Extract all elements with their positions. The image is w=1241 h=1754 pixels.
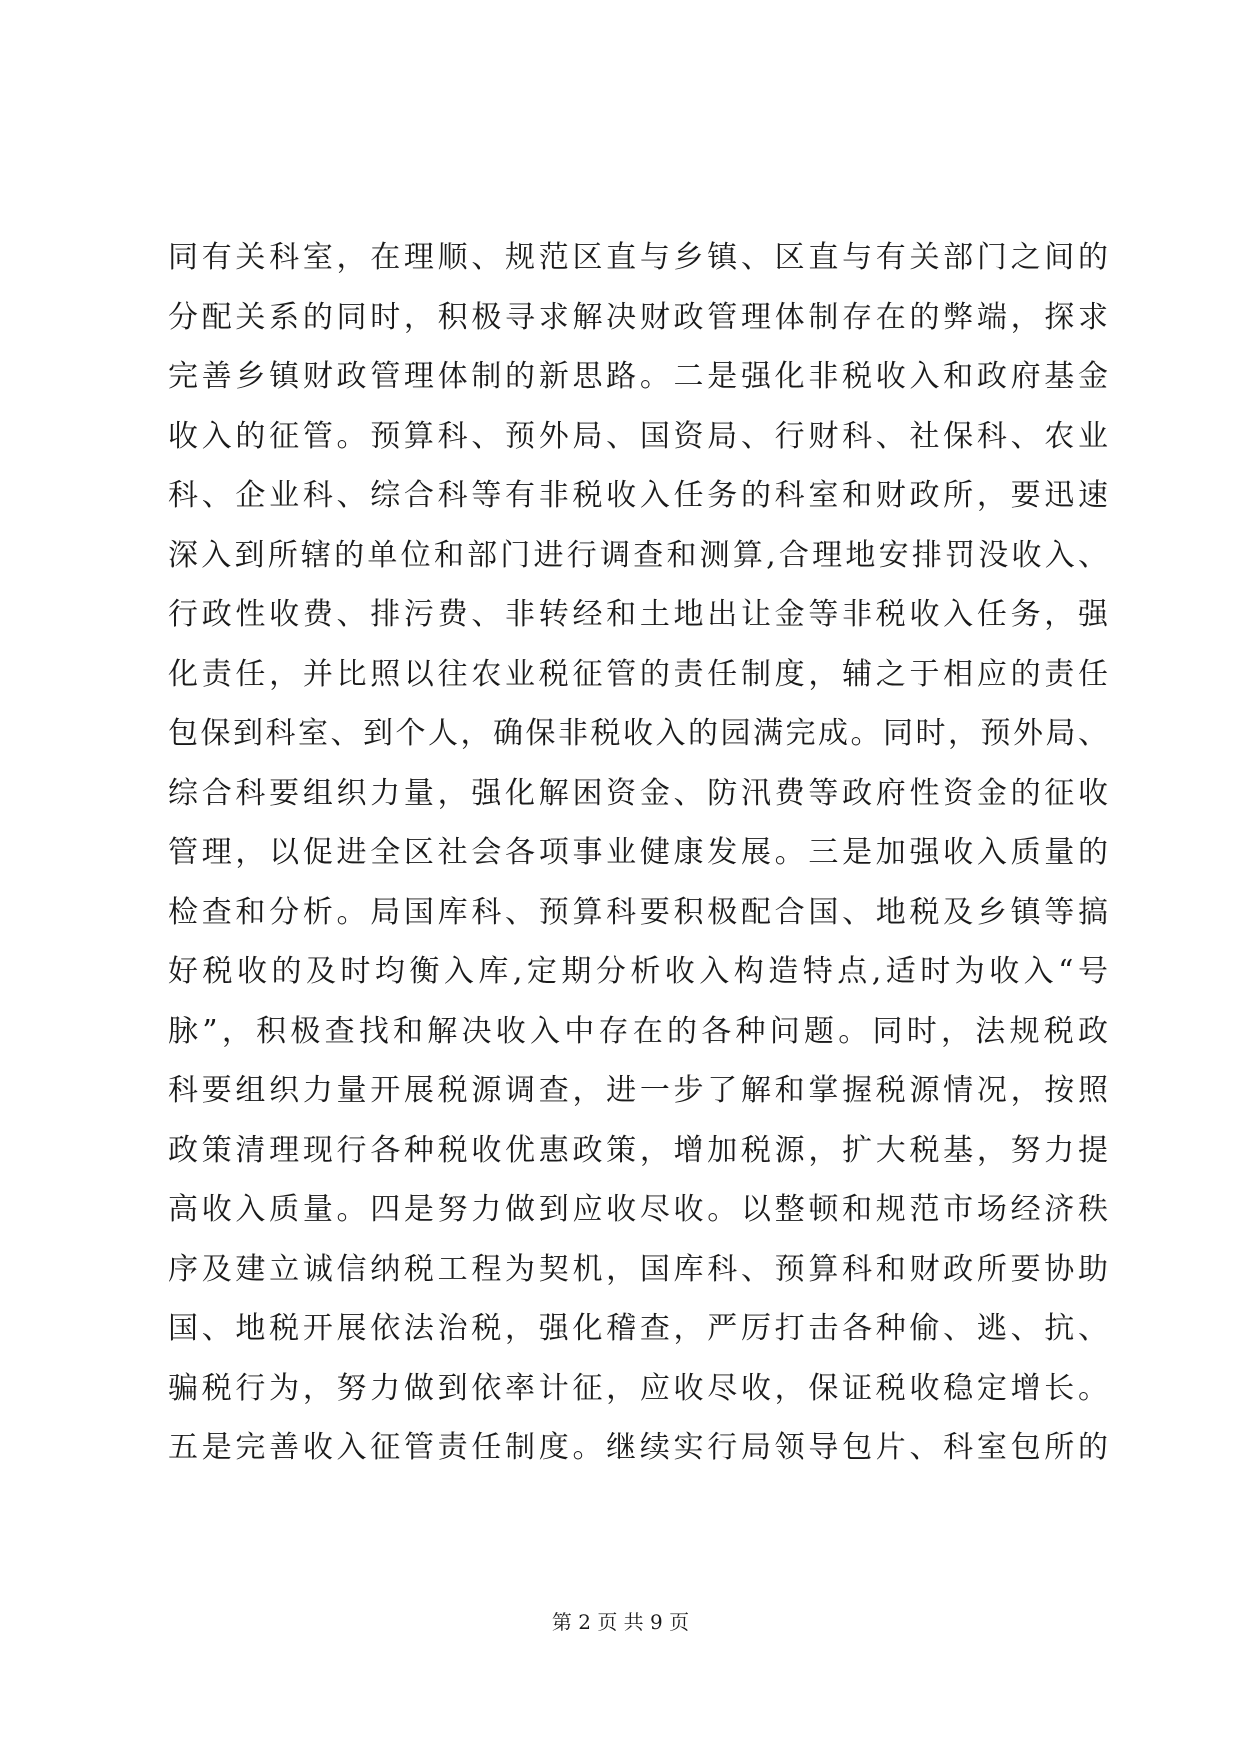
- text-line: 好税收的及时均衡入库,定期分析收入构造特点,适时为收入“号: [168, 954, 1108, 989]
- text-line: 完善乡镇财政管理体制的新思路。二是强化非税收入和政府基金: [168, 359, 1108, 394]
- text-line: 五是完善收入征管责任制度。继续实行局领导包片、科室包所的: [168, 1430, 1108, 1465]
- text-line: 高收入质量。四是努力做到应收尽收。以整顿和规范市场经济秩: [168, 1192, 1108, 1227]
- text-line: 科、企业科、综合科等有非税收入任务的科室和财政所，要迅速: [168, 478, 1108, 513]
- text-line: 包保到科室、到个人，确保非税收入的园满完成。同时，预外局、: [168, 716, 1108, 751]
- text-line: 行政性收费、排污费、非转经和土地出让金等非税收入任务，强: [168, 597, 1108, 632]
- page-number: 第 2 页 共 9 页: [551, 1610, 690, 1634]
- text-line: 深入到所辖的单位和部门进行调查和测算,合理地安排罚没收入、: [168, 537, 1108, 573]
- page-footer: [0, 1608, 1241, 1636]
- body-text: [168, 228, 1108, 1478]
- text-line: 综合科要组织力量，强化解困资金、防汛费等政府性资金的征收: [168, 775, 1108, 811]
- text-line: 科要组织力量开展税源调查，进一步了解和掌握税源情况，按照: [168, 1073, 1108, 1108]
- text-line: 骗税行为，努力做到依率计征，应收尽收，保证税收稳定增长。: [168, 1370, 1108, 1406]
- text-line: 检查和分析。局国库科、预算科要积极配合国、地税及乡镇等搞: [168, 894, 1108, 930]
- text-line: 政策清理现行各种税收优惠政策，增加税源，扩大税基，努力提: [168, 1132, 1108, 1168]
- text-line: 同有关科室，在理顺、规范区直与乡镇、区直与有关部门之间的: [168, 240, 1108, 275]
- text-line: 管理，以促进全区社会各项事业健康发展。三是加强收入质量的: [168, 835, 1108, 870]
- text-line: 国、地税开展依法治税，强化稽查，严厉打击各种偷、逃、抗、: [168, 1311, 1108, 1346]
- text-line: 脉”，积极查找和解决收入中存在的各种问题。同时，法规税政: [168, 1013, 1108, 1049]
- text-line: 化责任，并比照以往农业税征管的责任制度，辅之于相应的责任: [168, 656, 1108, 692]
- text-line: 收入的征管。预算科、预外局、国资局、行财科、社保科、农业: [168, 418, 1108, 454]
- text-line: 序及建立诚信纳税工程为契机，国库科、预算科和财政所要协助: [168, 1251, 1108, 1287]
- text-line: 分配关系的同时，积极寻求解决财政管理体制存在的弊端，探求: [168, 299, 1108, 335]
